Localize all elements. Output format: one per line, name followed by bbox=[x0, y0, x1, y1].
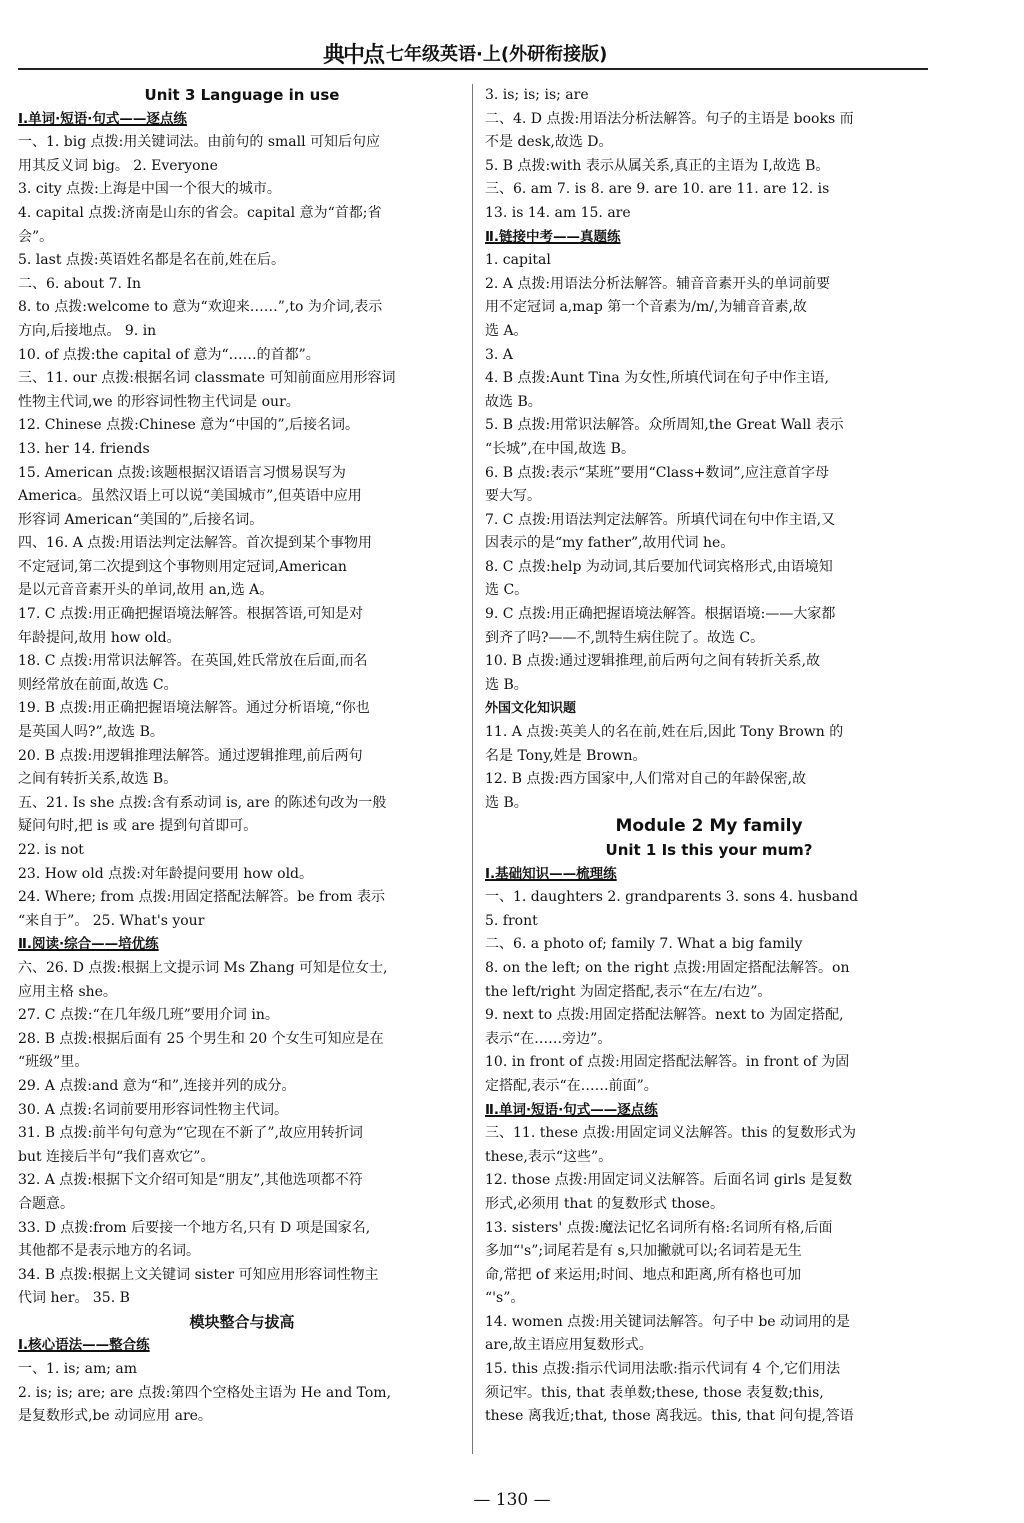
answer-line: 18. C 点拨:用常识法解答。在英国,姓氏常放在后面,而名 bbox=[18, 653, 368, 670]
book-title: 七年级英语·上(外研衔接版) bbox=[386, 44, 608, 65]
page-number: — 130 — bbox=[473, 1490, 551, 1510]
answer-line: 命,常把 of 来运用;时间、地点和距离,所有格也可加 bbox=[485, 1266, 802, 1283]
answer-line: 13. is 14. am 15. are bbox=[485, 204, 631, 221]
answer-line: 要大写。 bbox=[485, 488, 541, 505]
answer-line: these 离我近;that, those 离我远。this, that 问句提,答语 bbox=[485, 1408, 854, 1425]
section-heading-text: Ⅱ.链接中考——真题练 bbox=[485, 228, 621, 245]
answer-line: 其他都不是表示地方的名词。 bbox=[18, 1243, 200, 1260]
answer-line: 31. B 点拨:前半句句意为“它现在不新了”,故应用转折词 bbox=[18, 1125, 363, 1142]
answer-line: 代词 her。 35. B bbox=[18, 1290, 130, 1307]
answer-line: 一、1. big 点拨:用关键词法。由前句的 small 可知后句应 bbox=[18, 134, 381, 151]
answer-line: 8. on the left; on the right 点拨:用固定搭配法解答。on bbox=[485, 959, 850, 976]
answer-line: 9. next to 点拨:用固定搭配法解答。next to 为固定搭配, bbox=[485, 1007, 844, 1024]
unit-heading: Unit 1 Is this your mum? bbox=[605, 841, 813, 859]
answer-line: 之间有转折关系,故选 B。 bbox=[18, 771, 178, 788]
answer-line: 用不定冠词 a,map 第一个音素为/m/,为辅音音素,故 bbox=[485, 299, 807, 316]
answer-line: 合题意。 bbox=[18, 1195, 74, 1212]
answer-line: 3. city 点拨:上海是中国一个很大的城市。 bbox=[18, 181, 281, 198]
left-column bbox=[18, 84, 466, 1429]
answer-line: 5. B 点拨:with 表示从属关系,真正的主语为 I,故选 B。 bbox=[485, 157, 830, 174]
answer-line: 24. Where; from 点拨:用固定搭配法解答。be from 表示 bbox=[18, 889, 386, 906]
answer-line: 选 C。 bbox=[485, 582, 529, 599]
section-heading bbox=[485, 1099, 933, 1123]
answer-line: 10. B 点拨:通过逻辑推理,前后两句之间有转折关系,故 bbox=[485, 653, 821, 670]
answer-line: 性物主代词,we 的形容词性物主代词是 our。 bbox=[18, 393, 300, 410]
answer-line: 应用主格 she。 bbox=[18, 983, 117, 1000]
section-heading bbox=[485, 863, 933, 887]
book-logo: 典中点 bbox=[323, 43, 384, 68]
page-header bbox=[18, 36, 928, 70]
answer-line: 10. of 点拨:the capital of 意为“……的首都”。 bbox=[18, 346, 320, 363]
answer-line: 选 A。 bbox=[485, 322, 528, 339]
answer-line: 5. B 点拨:用常识法解答。众所周知,the Great Wall 表示 bbox=[485, 417, 844, 434]
section-heading bbox=[18, 1334, 466, 1358]
answer-line: 29. A 点拨:and 意为“和”,连接并列的成分。 bbox=[18, 1077, 296, 1094]
answer-line: 定搭配,表示“在……前面”。 bbox=[485, 1077, 658, 1094]
answer-line: 4. capital 点拨:济南是山东的省会。capital 意为“首都;省 bbox=[18, 204, 382, 221]
answer-line: the left/right 为固定搭配,表示“在左/右边”。 bbox=[485, 983, 772, 1000]
answer-line: 6. B 点拨:表示“某班”要用“Class+数词”,应注意首字母 bbox=[485, 464, 829, 481]
section-heading-text: Ⅰ.单词·短语·句式——逐点练 bbox=[18, 110, 187, 127]
answer-line: 5. front bbox=[485, 912, 538, 929]
answer-line: 疑问句时,把 is 或 are 提到句首即可。 bbox=[18, 818, 258, 835]
answer-line: 一、1. is; am; am bbox=[18, 1361, 138, 1378]
answer-line: 12. Chinese 点拨:Chinese 意为“中国的”,后接名词。 bbox=[18, 417, 360, 434]
answer-line: 年龄提问,故用 how old。 bbox=[18, 629, 181, 646]
answer-line: 二、6. about 7. In bbox=[18, 275, 141, 292]
answer-line: are,故主语应用复数形式。 bbox=[485, 1337, 653, 1354]
answer-line: 选 B。 bbox=[485, 676, 528, 693]
answer-line: America。虽然汉语上可以说“美国城市”,但英语中应用 bbox=[18, 488, 362, 505]
answer-line: 会”。 bbox=[18, 228, 54, 245]
answer-line: 三、11. our 点拨:根据名词 classmate 可知前面应用形容词 bbox=[18, 370, 396, 387]
section-heading bbox=[485, 226, 933, 250]
section-heading-text: Ⅱ.单词·短语·句式——逐点练 bbox=[485, 1101, 658, 1118]
answer-line: 3. is; is; is; are bbox=[485, 87, 589, 103]
answer-line: 因表示的是“my father”,故用代词 he。 bbox=[485, 535, 735, 552]
answer-line: but 连接后半句“我们喜欢它”。 bbox=[18, 1148, 215, 1165]
answer-line: 到齐了吗?——不,凯特生病住院了。故选 C。 bbox=[485, 629, 765, 646]
answer-line: 二、6. a photo of; family 7. What a big family bbox=[485, 936, 803, 953]
answer-line: 2. is; is; are; are 点拨:第四个空格处主语为 He and Tom, bbox=[18, 1384, 392, 1401]
section-heading bbox=[18, 933, 466, 957]
answer-line: 四、16. A 点拨:用语法判定法解答。首次提到某个事物用 bbox=[18, 535, 372, 552]
answer-line: 12. B 点拨:西方国家中,人们常对自己的年龄保密,故 bbox=[485, 771, 807, 788]
answer-line: 二、4. D 点拨:用语法分析法解答。句子的主语是 books 而 bbox=[485, 110, 854, 127]
answer-line: 五、21. Is she 点拨:含有系动词 is, are 的陈述句改为一般 bbox=[18, 794, 387, 811]
answer-line: “班级”里。 bbox=[18, 1054, 89, 1071]
answer-line: 三、11. these 点拨:用固定词义法解答。this 的复数形式为 bbox=[485, 1125, 857, 1142]
answer-line: 30. A 点拨:名词前要用形容词性物主代词。 bbox=[18, 1101, 288, 1118]
answer-line: “来自于”。 25. What's your bbox=[18, 912, 205, 929]
answer-line: 须记牢。this, that 表单数;these, those 表复数;this, bbox=[485, 1384, 824, 1401]
answer-line: 是英国人吗?”,故选 B。 bbox=[18, 724, 164, 741]
answer-line: 不定冠词,第二次提到这个事物则用定冠词,American bbox=[18, 558, 347, 575]
answer-line: 14. women 点拨:用关键词法解答。句子中 be 动词用的是 bbox=[485, 1313, 851, 1330]
answer-line: these,表示“这些”。 bbox=[485, 1148, 613, 1165]
section-heading-text: Ⅱ.阅读·综合——培优练 bbox=[18, 936, 159, 953]
answer-line: 17. C 点拨:用正确把握语境法解答。根据答语,可知是对 bbox=[18, 606, 364, 623]
answer-line: 多加“'s”;词尾若是有 s,只加撇就可以;名词若是无生 bbox=[485, 1243, 802, 1260]
answer-line: 33. D 点拨:from 后要接一个地方名,只有 D 项是国家名, bbox=[18, 1219, 371, 1236]
column-divider bbox=[472, 84, 473, 1454]
answer-line: 5. last 点拨:英语姓名都是名在前,姓在后。 bbox=[18, 252, 286, 269]
answer-line: 形容词 American“美国的”,后接名词。 bbox=[18, 511, 264, 528]
answer-line: 4. B 点拨:Aunt Tina 为女性,所填代词在句子中作主语, bbox=[485, 370, 830, 387]
answer-line: 10. in front of 点拨:用固定搭配法解答。in front of 为固 bbox=[485, 1054, 850, 1071]
answer-line: 外国文化知识题 bbox=[485, 701, 577, 717]
answer-line: 一、1. daughters 2. grandparents 3. sons 4. husband bbox=[485, 889, 859, 906]
answer-line: 13. sisters' 点拨:魔法记忆名词所有格:名词所有格,后面 bbox=[485, 1219, 833, 1236]
unit-heading: Unit 3 Language in use bbox=[144, 86, 340, 104]
answer-line: 8. to 点拨:welcome to 意为“欢迎来……”,to 为介词,表示 bbox=[18, 299, 383, 316]
answer-line: “长城”,在中国,故选 B。 bbox=[485, 440, 635, 457]
answer-line: 19. B 点拨:用正确把握语境法解答。通过分析语境,“你也 bbox=[18, 700, 370, 717]
answer-line: 34. B 点拨:根据上文关键词 sister 可知应用形容词性物主 bbox=[18, 1266, 379, 1283]
answer-line: 六、26. D 点拨:根据上文提示词 Ms Zhang 可知是位女士, bbox=[18, 959, 388, 976]
unit-heading: Module 2 My family bbox=[615, 816, 803, 837]
answer-line: 是复数形式,be 动词应用 are。 bbox=[18, 1408, 212, 1425]
answer-line: 13. her 14. friends bbox=[18, 440, 150, 457]
answer-line: 方向,后接地点。 9. in bbox=[18, 322, 157, 339]
answer-line: 表示“在……旁边”。 bbox=[485, 1030, 612, 1047]
answer-line: 9. C 点拨:用正确把握语境法解答。根据语境:——大家都 bbox=[485, 606, 836, 623]
answer-line: 20. B 点拨:用逻辑推理法解答。通过逻辑推理,前后两句 bbox=[18, 747, 363, 764]
section-heading bbox=[18, 108, 466, 132]
answer-line: 11. A 点拨:英美人的名在前,姓在后,因此 Tony Brown 的 bbox=[485, 724, 844, 741]
answer-line: 23. How old 点拨:对年龄提问要用 how old。 bbox=[18, 865, 314, 882]
answer-line: 22. is not bbox=[18, 842, 84, 858]
answer-line: 8. C 点拨:help 为动词,其后要加代词宾格形式,由语境知 bbox=[485, 558, 833, 575]
answer-line: 名是 Tony,姓是 Brown。 bbox=[485, 747, 647, 764]
answer-line: 是以元音音素开头的单词,故用 an,选 A。 bbox=[18, 582, 274, 599]
answer-line: 2. A 点拨:用语法分析法解答。辅音音素开头的单词前要 bbox=[485, 275, 831, 292]
answer-line: 12. those 点拨:用固定词义法解答。后面名词 girls 是复数 bbox=[485, 1172, 853, 1189]
answer-line: 15. American 点拨:该题根据汉语语言习惯易误写为 bbox=[18, 464, 346, 481]
answer-line: 7. C 点拨:用语法判定法解答。所填代词在句中作主语,又 bbox=[485, 511, 836, 528]
answer-line: 15. this 点拨:指示代词用法歌:指示代词有 4 个,它们用法 bbox=[485, 1361, 841, 1378]
right-column bbox=[485, 84, 933, 1429]
answer-line: 用其反义词 big。 2. Everyone bbox=[18, 157, 218, 174]
answer-line: 1. capital bbox=[485, 252, 551, 269]
answer-line: 故选 B。 bbox=[485, 393, 542, 410]
unit-heading: 模块整合与拔高 bbox=[189, 1312, 295, 1331]
answer-line: 27. C 点拨:“在几年级几班”要用介词 in。 bbox=[18, 1007, 279, 1024]
answer-line: 不是 desk,故选 D。 bbox=[485, 134, 613, 151]
answer-line: 3. A bbox=[485, 346, 513, 363]
answer-line: 32. A 点拨:根据下文介绍可知是“朋友”,其他选项都不符 bbox=[18, 1172, 363, 1189]
answer-line: 形式,必须用 that 的复数形式 those。 bbox=[485, 1195, 724, 1212]
section-heading-text: Ⅰ.核心语法——整合练 bbox=[18, 1337, 150, 1354]
answer-line: 三、6. am 7. is 8. are 9. are 10. are 11. are 12. is bbox=[485, 181, 830, 198]
answer-line: “'s”。 bbox=[485, 1290, 525, 1307]
answer-line: 28. B 点拨:根据后面有 25 个男生和 20 个女生可知应是在 bbox=[18, 1030, 384, 1047]
section-heading-text: Ⅰ.基础知识——梳理练 bbox=[485, 865, 617, 882]
answer-line: 则经常放在前面,故选 C。 bbox=[18, 676, 178, 693]
answer-line: 选 B。 bbox=[485, 794, 528, 811]
